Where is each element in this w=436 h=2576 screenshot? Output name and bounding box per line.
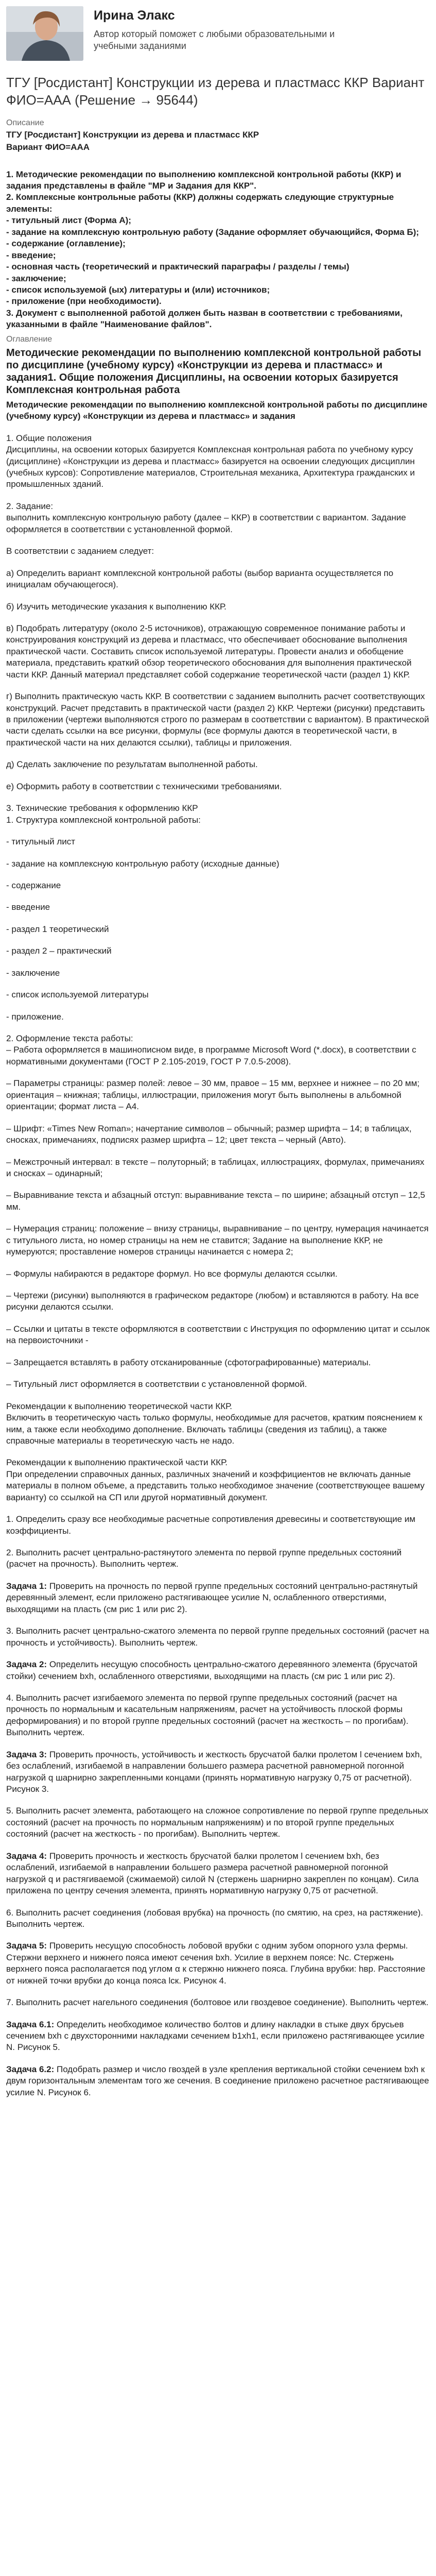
content-paragraph — [6, 781, 430, 792]
content-paragraph — [6, 1357, 430, 1368]
author-avatar[interactable] — [6, 6, 83, 61]
task-label: Задача 4: — [6, 1851, 47, 1861]
content-line: - содержание — [6, 880, 61, 890]
content-line: в) Подобрать литературу (около 2-5 источников), отражающую современное понимание работы и конструирования конструкций из дерева и пластмасс, что обеспечивает обоснование выполнения практической части. Составить список используемой литературы. Провести анализ и обобщение материала, представить краткий обзор теоретического обоснования для выполнения практической части ККР. Данный материал представляет собой содержание теоретической части (раздел 1) ККР. — [6, 623, 412, 680]
task-label: Задача 2: — [6, 1659, 47, 1670]
content-line: – Титульный лист оформляется в соответствии с установленной формой. — [6, 1379, 307, 1389]
content-line: 2. Задание: — [6, 501, 54, 511]
description-items — [6, 169, 430, 331]
content-paragraph — [6, 623, 430, 681]
content-paragraph — [6, 691, 430, 749]
description-item: - введение; — [6, 250, 56, 260]
content-paragraph — [6, 945, 430, 957]
content-paragraph — [6, 1547, 430, 1570]
content-line: – Межстрочный интервал: в тексте – полуторный; в таблицах, иллюстрациях, формулах, примечаниях и сносках – одинарный; — [6, 1157, 425, 1178]
description-item: 1. Методические рекомендации по выполнению комплексной контрольной работы (ККР) и задания представлены в файле "МР и Задания для ККР". — [6, 169, 402, 191]
content-line: 6. Выполнить расчет соединения (лобовая врубка) на прочность (по смятию, на срез, на растяжение). Выполнить чертеж. — [6, 1907, 423, 1929]
content-line: Дисциплины, на освоении которых базируется Комплексная контрольная работа по учебному курсу (дисциплине) «Конструкции из дерева и пластмасс» базируется на освоении следующих дисциплин (учебных курсов): Сопротивление материалов, Строительная механика, Архитектура гражданских и промышленных зданий. — [6, 445, 415, 489]
content-line: – Шрифт: «Times New Roman»; начертание символов – обычный; размер шрифта – 14; в таблицах, сносках, примечаниях, подписях размер шрифта – 12; цвет текста – черный (Авто). — [6, 1123, 412, 1145]
task-label: Задача 5: — [6, 1941, 47, 1951]
content-paragraph — [6, 546, 430, 557]
content-line: г) Выполнить практическую часть ККР. В соответствии с заданием выполнить расчет соответствующих конструкций. Расчет представить в практической части (раздел 2) ККР. Чертежи (рисунки) представить в приложении (чертежи выполняются строго по размерам в соответствии с вариантом). В практической части сделать ссылки на все рисунки, формулы (все формулы даются в теоретической части, в практической части на них делаются ссылки), таблицы и приложения. — [6, 691, 429, 748]
content-line: – Работа оформляется в машинописном виде, в программе Microsoft Word (*.docx), в соответствии с нормативными документами (ГОСТ Р 2.105-2019, ГОСТ Р 7.0.5-2008). — [6, 1045, 416, 1066]
task-label: Задача 3: — [6, 1749, 47, 1759]
content-line: е) Оформить работу в соответствии с техническими требованиями. — [6, 781, 282, 791]
content-line: - введение — [6, 902, 50, 912]
content-line: - раздел 2 – практический — [6, 946, 112, 956]
content-paragraph — [6, 1033, 430, 1067]
content-paragraph — [6, 803, 430, 826]
description-heading-line: Вариант ФИО=ААА — [6, 142, 90, 152]
content-line: Проверить на прочность по первой группе предельных состояний центрально-растянутый деревянный элемент, если приложено растягивающее усилие N, ослабленного отверстиями, выходящими на пласть (см рис 1 или рис 2). — [6, 1581, 418, 1614]
content-paragraph — [6, 601, 430, 613]
content-line: 4. Выполнить расчет изгибаемого элемента по первой группе предельных состояний (расчет на прочность по нормальным и касательным напряжениям, расчет на устойчивость плоской формы деформирования) и по второй группе предельных состояний (расчет на жесткость – по прогибам). Выполнить чертеж. — [6, 1692, 409, 1738]
content-line: Проверить несущую способность лобовой врубки с одним зубом опорного узла фермы. Стержни верхнего и нижнего пояса имеют сечения bxh. Усилие в верхнем поясе: Nc. Стержень верхнего пояса располагается под углом α к стержню нижнего пояса. Глубина врубки: hвр. Расстояние от нижней точки врубки до конца пояса lск. Рисунок 4. — [6, 1941, 426, 1986]
description-item: - содержание (оглавление); — [6, 239, 126, 249]
content-line: – Чертежи (рисунки) выполняются в графическом редакторе (любом) и вставляются в работу. На все рисунки делаются ссылки. — [6, 1291, 419, 1312]
content-line: При определении справочных данных, различных значений и коэффициентов не включать данные материалы в полном объеме, а представить только необходимое значение (соответствующее вашему варианту) со ссылкой на СП или другой нормативный документ. — [6, 1469, 425, 1502]
content-paragraph — [6, 1190, 430, 1213]
author-description: Автор который поможет с любыми образовательными и учебными заданиями — [94, 29, 335, 52]
content-line: Подобрать размер и число гвоздей в узле крепления вертикальной стойки сечением bxh к двум горизонтальным элементам того же сечения. В соединение приложено расчетное растягивающее усилие N. Рисунок 6. — [6, 2064, 429, 2097]
content-line: В соответствии с заданием следует: — [6, 546, 154, 556]
content-line: - раздел 1 теоретический — [6, 924, 109, 934]
content-paragraph — [6, 924, 430, 935]
description-item: 3. Документ с выполненной работой должен быть назван в соответствии с требованиями, указанными в файле "Наименование файлов". — [6, 308, 403, 330]
content-paragraph — [6, 1940, 430, 1987]
content-paragraph — [6, 1749, 430, 1795]
content-line: - задание на комплексную контрольную работу (исходные данные) — [6, 858, 280, 869]
content-paragraph — [6, 1659, 430, 1682]
content-line: - титульный лист — [6, 837, 76, 847]
content-paragraph — [6, 1290, 430, 1313]
description-item: - заключение; — [6, 273, 66, 283]
content-paragraph — [6, 1123, 430, 1146]
content-line: 1. Общие положения — [6, 433, 92, 443]
content-line: Проверить прочность, устойчивость и жесткость брусчатой балки пролетом l сечением bxh, без ослаблений, изгибаемой в направлении большего размера расчетной равномерной погонной нагрузкой q шарнирно закрепленными концами (принять нормативную нагрузку 0,75 от расчетной). Рисунок 3. — [6, 1749, 423, 1794]
content-line: 7. Выполнить расчет нагельного соединения (болтовое или гвоздевое соединение). Выполнить чертеж. — [6, 1997, 429, 2008]
task-label: Задача 6.2: — [6, 2064, 55, 2074]
description-item: - список используемой (ых) литературы и (или) источников; — [6, 284, 270, 295]
content-line: Определить необходимое количество болтов и длину накладки в стыке двух брусьев сечением bxh с двухсторонними накладками сечением b1xh1, если приложено растягивающее усилие N. Рисунок 5. — [6, 2019, 425, 2053]
content-line: – Выравнивание текста и абзацный отступ: выравнивание текста – по ширине; абзацный отступ – 12,5 мм. — [6, 1190, 425, 1212]
author-name[interactable]: Ирина Элакс — [94, 8, 175, 23]
content-paragraph — [6, 433, 430, 490]
content-paragraph — [6, 759, 430, 770]
content-paragraph — [6, 501, 430, 535]
content-line: 2. Выполнить расчет центрально-растянутого элемента по первой группе предельных состояний (расчет на прочность). Выполнить чертеж. — [6, 1548, 402, 1569]
description-heading — [6, 129, 430, 154]
description-item: - титульный лист (Форма А); — [6, 215, 131, 226]
content-line: – Параметры страницы: размер полей: левое – 30 мм, правое – 15 мм, верхнее и нижнее – по 20 мм; ориентация – книжная; таблицы, иллюстрации, приложения могут быть выполнены в альбомной ориентации; формат листа – А4. — [6, 1078, 420, 1112]
content-paragraph — [6, 1514, 430, 1537]
content-paragraph — [6, 836, 430, 848]
content-line: Определить несущую способность центрально-сжатого деревянного элемента (брусчатой стойки) сечением bxh, ослабленного отверстиями, выходящими на пласть (см рис 1 или рис 2). — [6, 1659, 417, 1681]
task-label: Задача 6.1: — [6, 2019, 55, 2029]
content-paragraph — [6, 1692, 430, 1739]
content-line: 3. Выполнить расчет центрально-сжатого элемента по первой группе предельных состояний (расчет на прочность и устойчивость). Выполнить чертеж. — [6, 1626, 429, 1648]
content-line: – Запрещается вставлять в работу отсканированные (сфотографированные) материалы. — [6, 1357, 371, 1367]
description-label: Описание — [6, 118, 44, 127]
content-paragraph — [6, 1457, 430, 1503]
content-paragraph — [6, 1625, 430, 1649]
content-paragraph — [6, 1805, 430, 1840]
content-line: 3. Технические требования к оформлению ККР — [6, 803, 198, 814]
content-paragraph — [6, 2019, 430, 2054]
content-line: 2. Оформление текста работы: — [6, 1033, 133, 1043]
content-paragraph — [6, 1401, 430, 1447]
toc-label: Оглавление — [6, 334, 53, 344]
content-line: Проверить прочность и жесткость брусчатой балки пролетом l сечением bxh, без ослаблений, изгибаемой в направлении большего размера расчетной равномерной погонной нагрузкой q и растягиваемой (сжимаемой) силой N (стержень шарнирно закреплен по концам). Сила приложена по центру сечения элемента, принять нормативную нагрузку 0,75 от расчетной. — [6, 1851, 419, 1896]
page-title: ТГУ [Росдистант] Конструкции из дерева и пластмасс ККР Вариант ФИО=ААА (Решение → 95644) — [6, 75, 425, 108]
document-content — [6, 433, 430, 2099]
author-photo-icon — [6, 6, 83, 61]
task-label: Задача 1: — [6, 1581, 47, 1591]
content-paragraph — [6, 1997, 430, 2008]
content-paragraph — [6, 1011, 430, 1023]
author-info — [94, 6, 361, 52]
author-card — [6, 5, 430, 68]
content-line: 1. Определить сразу все необходимые расчетные сопротивления древесины и соответствующие им коэффициенты. — [6, 1514, 415, 1536]
content-paragraph — [6, 989, 430, 1001]
content-paragraph — [6, 1581, 430, 1615]
content-line: б) Изучить методические указания к выполнению ККР. — [6, 601, 226, 612]
content-line: Рекомендации к выполнению теоретической части ККР. — [6, 1401, 233, 1411]
content-paragraph — [6, 1379, 430, 1390]
content-line: – Нумерация страниц: положение – внизу страницы, выравнивание – по центру, нумерация начинается с титульного листа, но номер страницы на нем не ставится; Задание на выполнение ККР, не нумеруются; проставление номеров страницы начинается с номера 2; — [6, 1224, 429, 1257]
content-paragraph — [6, 968, 430, 979]
content-paragraph — [6, 1078, 430, 1112]
content-paragraph — [6, 1268, 430, 1280]
content-line: – Ссылки и цитаты в тексте оформляются в соответствии с Инструкция по оформлению цитат и ссылок на первоисточники - — [6, 1324, 430, 1346]
description-heading-line: ТГУ [Росдистант] Конструкции из дерева и пластмасс ККР — [6, 129, 259, 140]
content-paragraph — [6, 1851, 430, 1897]
content-paragraph — [6, 858, 430, 870]
content-paragraph — [6, 568, 430, 591]
content-line: д) Сделать заключение по результатам выполненной работы. — [6, 759, 258, 770]
content-line: Включить в теоретическую часть только формулы, необходимые для расчетов, кратким пояснением к ним, а также если необходимо дополнение. Включать таблицы (сведения из таблиц), а также справочные материалы в теоретическую часть не надо. — [6, 1413, 423, 1446]
content-line: - заключение — [6, 968, 60, 978]
content-line: – Формулы набираются в редакторе формул. Но все формулы делаются ссылки. — [6, 1268, 338, 1279]
toc-title: Методические рекомендации по выполнению комплексной контрольной работы по дисциплине (учебному курсу) «Конструкции из дерева и пластмасс» и задания1. Общие положения Дисциплины, на освоении которых базируется Комплексная контрольная работа — [6, 347, 422, 396]
content-line: 5. Выполнить расчет элемента, работающего на сложное сопротивление по первой группе предельных состояний (расчет на прочность по нормальным напряжениям) и по второй группе предельных состояний (расчет на жесткость - по прогибам). Выполнить чертеж. — [6, 1806, 428, 1839]
content-line: выполнить комплексную контрольную работу (далее – ККР) в соответствии с вариантом. Задание оформляется в соответствии с установленной формой. — [6, 513, 406, 534]
toc-subtitle: Методические рекомендации по выполнению комплексной контрольной работы по дисциплине (учебному курсу) «Конструкции из дерева и пластмасс» и задания — [6, 399, 428, 421]
description-item: 2. Комплексные контрольные работы (ККР) должны содержать следующие структурные элементы: — [6, 192, 394, 214]
description-item: - задание на комплексную контрольную работу (Задание оформляет обучающийся, Форма Б); — [6, 227, 419, 237]
content-line: Рекомендации к выполнению практической части ККР. — [6, 1458, 228, 1468]
content-paragraph — [6, 1223, 430, 1258]
content-paragraph — [6, 902, 430, 913]
description-item: - основная часть (теоретический и практический параграфы / разделы / темы) — [6, 262, 350, 272]
content-paragraph — [6, 2064, 430, 2098]
content-paragraph — [6, 1324, 430, 1347]
content-paragraph — [6, 1907, 430, 1930]
content-line: а) Определить вариант комплексной контрольной работы (выбор варианта осуществляется по инициалам обучающегося). — [6, 568, 394, 590]
description-item: - приложение (при необходимости). — [6, 296, 162, 307]
content-line: - список используемой литературы — [6, 990, 149, 1000]
content-paragraph — [6, 1157, 430, 1180]
content-line: - приложение. — [6, 1011, 64, 1022]
content-line: 1. Структура комплексной контрольной работы: — [6, 815, 201, 825]
content-paragraph — [6, 880, 430, 891]
